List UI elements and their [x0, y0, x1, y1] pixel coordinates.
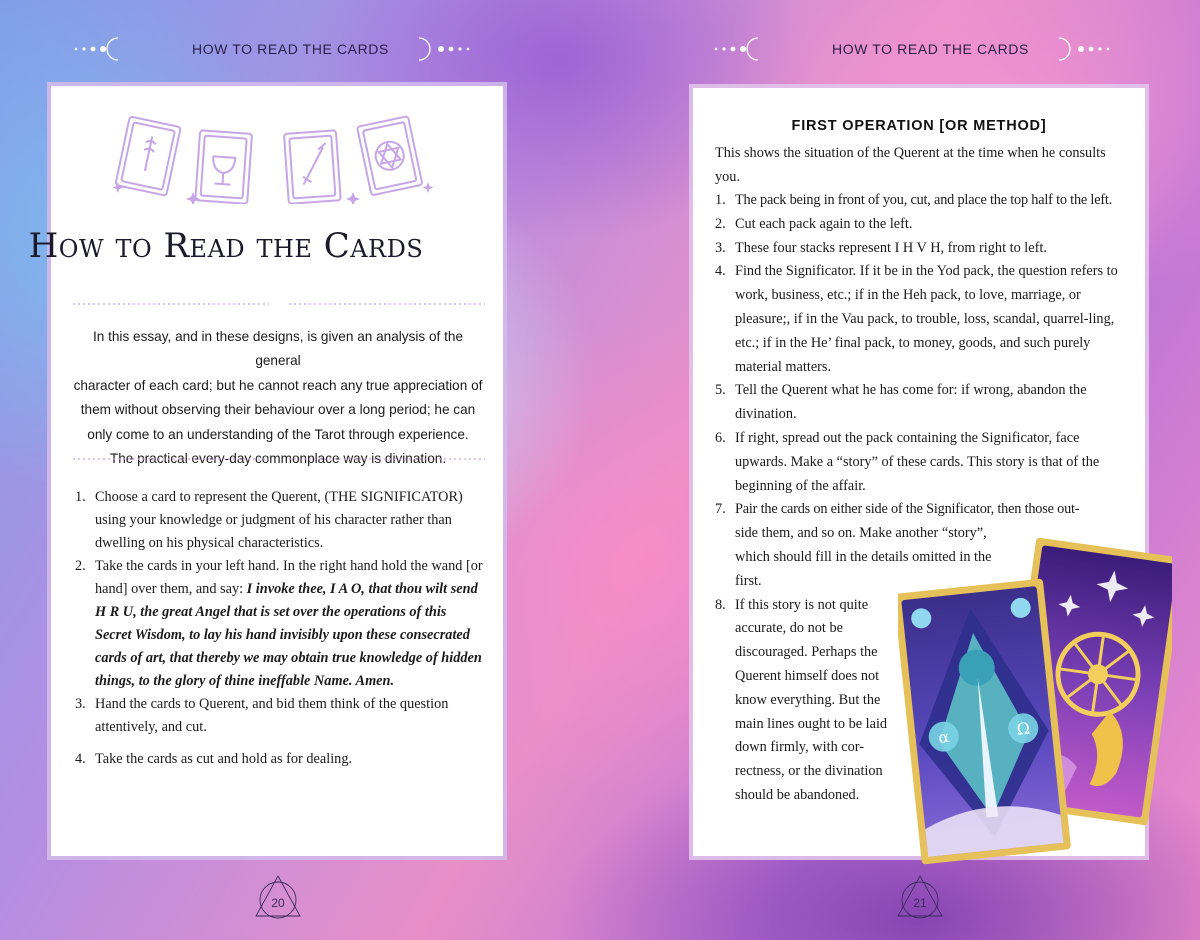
item-number: 2. — [75, 558, 86, 574]
item-number: 2. — [715, 215, 726, 232]
omega-symbol: Ω — [1015, 718, 1031, 739]
list-item — [75, 693, 485, 739]
item-text: Choose a card to represent the Querent, (THE SIGNIFICATOR) using your knowledge or judgment of his character rather than dwelling on his physical characteristics. — [95, 489, 463, 551]
item-number: 3. — [75, 696, 86, 712]
item-text: Take the cards as cut and hold as for dealing. — [95, 751, 353, 767]
item-number: 4. — [75, 751, 86, 767]
item-text: The pack being in front of you, cut, and place the top half to the left. — [735, 192, 1113, 208]
item-number: 6. — [715, 429, 726, 446]
moon-phase-ornament-icon — [1047, 34, 1137, 64]
item-text: If this story is not quite accurate, do not be discouraged. Perhaps the Querent himself does not know everything. But the main lines ought to be laid down firmly, with cor-rectness, or the divination should be abandoned. — [735, 596, 888, 803]
intro-line: In this essay, and in these designs, is given an analysis of the general — [92, 329, 464, 369]
moon-phase-ornament-icon — [70, 34, 174, 64]
item-number: 1. — [75, 489, 86, 505]
list-item — [75, 555, 485, 693]
page-title: How to Read the Cards — [28, 226, 424, 266]
intro-paragraph — [70, 325, 486, 471]
section-intro: This shows the situation of the Querent at the time when he consults you. — [715, 145, 1106, 185]
item-number: 5. — [715, 382, 726, 399]
list-item — [715, 189, 1133, 213]
tarot-cards-illustration — [108, 112, 443, 204]
page-number: 21 — [913, 896, 927, 910]
moon-divider — [73, 297, 485, 311]
item-number: 3. — [715, 239, 726, 256]
item-text: If right, spread out the pack containing the Significator, face upwards. Make a “story” of these cards. This story is that of the beginning of the affair. — [735, 429, 1100, 494]
instruction-list — [75, 486, 485, 771]
item-text: These four stacks represent I H V H, from right to left. — [735, 239, 1047, 256]
item-text-line: Pair the cards on either side of the Significator, then those out- — [735, 501, 1080, 518]
item-text — [95, 555, 485, 693]
alpha-symbol: α — [937, 727, 951, 748]
list-item — [715, 427, 1133, 498]
intro-line: only come to an understanding of the Tarot through experience. — [87, 426, 469, 442]
item-text: Find the Significator. If it be in the Yod pack, the question refers to work, business, etc.; if in the Heh pack, to love, marriage, or pleasure;, if in the Vau pack, to trouble, loss, scandal, quarrel-ling, etc.; if in the He’ final pack, to money, goods, and such purely material matters. — [735, 263, 1118, 375]
list-item — [715, 379, 1133, 427]
item-text-plain: Take the cards in your left hand. In the right hand hold the wand [or hand] over them, and say: — [95, 558, 483, 597]
item-number: 8. — [715, 596, 726, 613]
item-text-line: which should fill in the details omitted in the first. — [735, 548, 992, 589]
moon-divider — [73, 452, 485, 466]
list-item — [715, 237, 1133, 261]
right-running-header — [710, 34, 1137, 64]
intro-line: them without observing their behaviour over a long period; he can — [80, 402, 476, 418]
item-text: Hand the cards to Querent, and bid them think of the question attentively, and cut. — [95, 696, 449, 735]
moon-phase-ornament-icon — [710, 34, 814, 64]
section-heading: FIRST OPERATION [OR METHOD] — [791, 118, 1047, 134]
list-item — [75, 748, 485, 771]
left-running-header-title: HOW TO READ THE CARDS — [192, 41, 389, 57]
intro-line: The practical every-day commonplace way is divination. — [109, 451, 447, 467]
intro-line: character of each card; but he cannot reach any true appreciation of — [73, 377, 483, 393]
invocation-text: I invoke thee, I A O, that thou wilt send H R U, the great Angel that is set over the operations of this Secret Wisdom, to lay his hand invisibly upon these consecrated cards of art, that thereby we may obtain true knowledge of hidden things, to the glory of thine ineffable Name. Amen. — [95, 581, 482, 689]
item-text: Cut each pack again to the left. — [735, 215, 913, 232]
item-number: 7. — [715, 501, 726, 518]
tarot-cards-artwork — [898, 538, 1172, 884]
moon-phase-ornament-icon — [407, 34, 497, 64]
item-text-line: side them, and so on. Make another “story”, — [735, 525, 987, 542]
list-item — [715, 260, 1133, 379]
item-number: 1. — [715, 192, 726, 208]
list-item — [715, 213, 1133, 237]
left-running-header — [70, 34, 497, 64]
list-item — [75, 486, 485, 555]
right-running-header-title: HOW TO READ THE CARDS — [832, 41, 1029, 57]
page-number: 20 — [271, 896, 285, 910]
item-number: 4. — [715, 263, 726, 280]
item-text: Tell the Querent what he has come for: if wrong, abandon the divination. — [735, 382, 1087, 423]
